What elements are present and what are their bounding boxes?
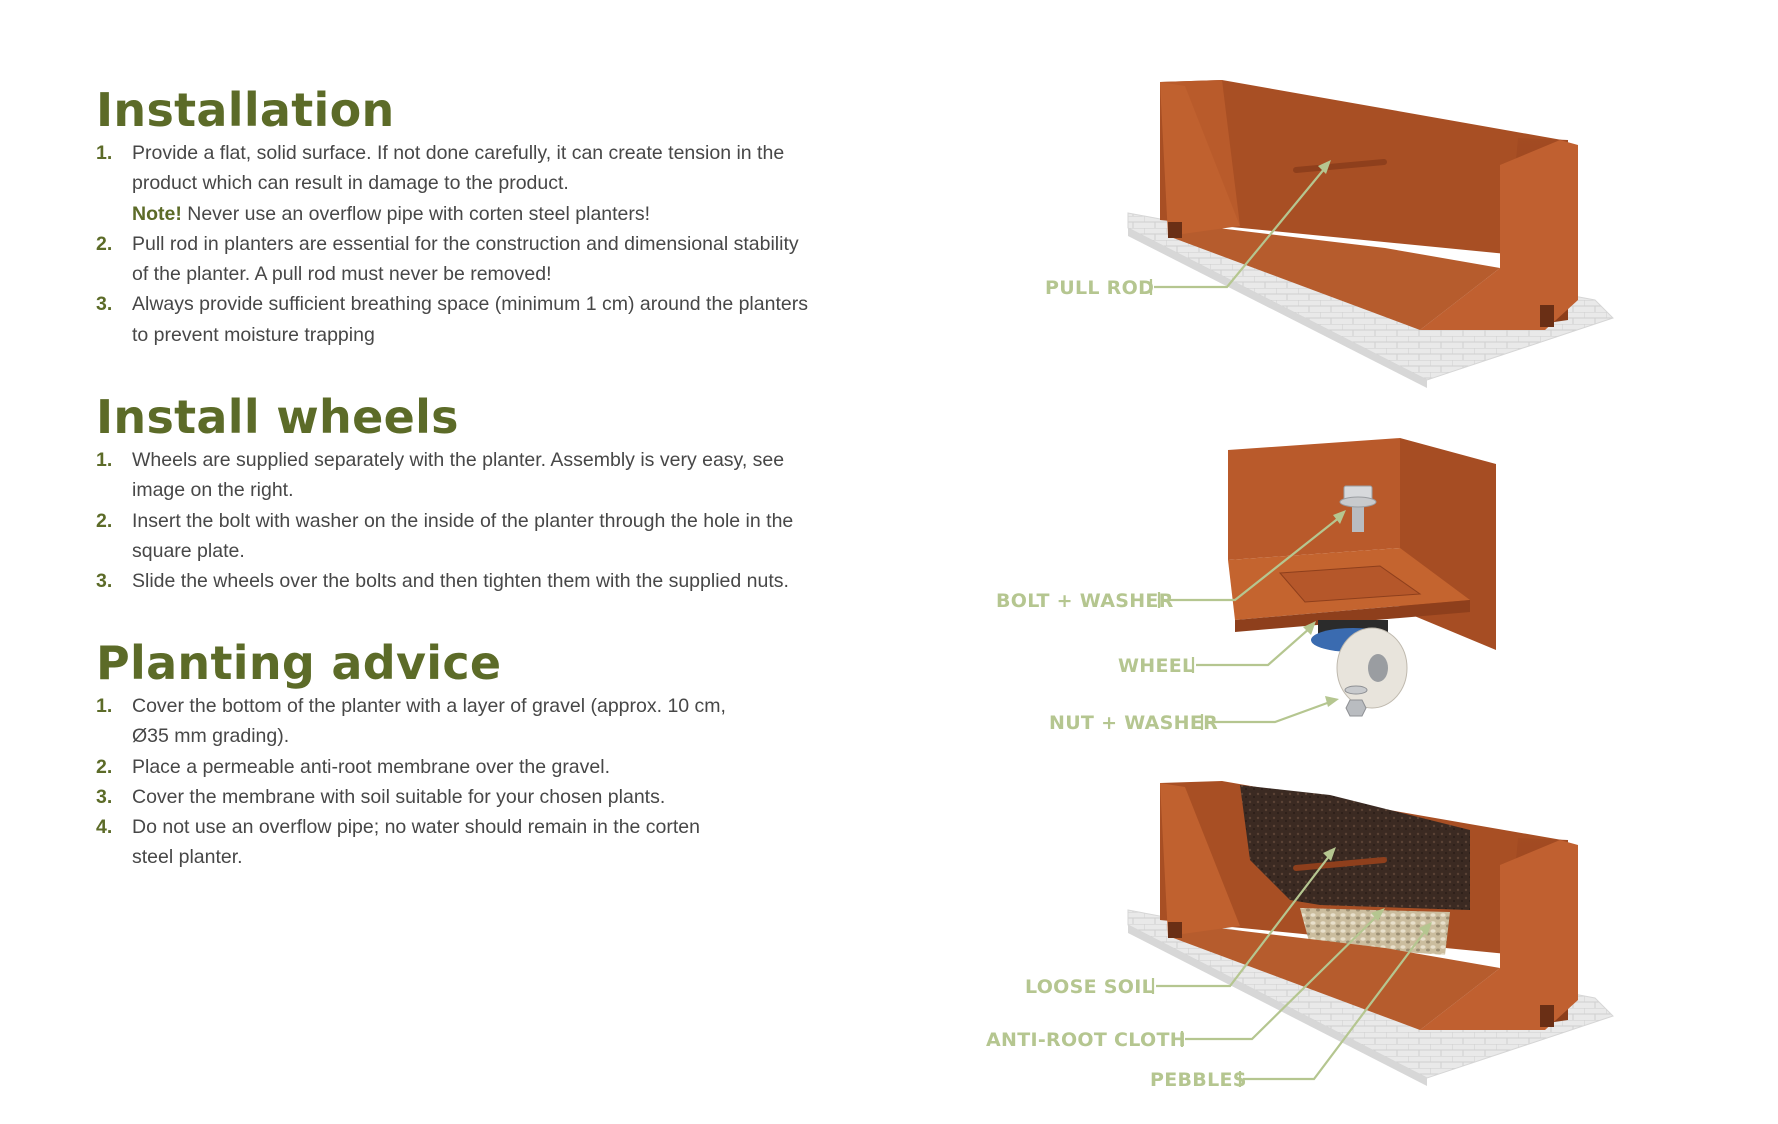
list-item: 4. Do not use an overflow pipe; no water should remain in the corten steel planter. (96, 816, 700, 869)
planter-foot (1168, 922, 1182, 938)
installation-heading: Installation (96, 83, 395, 137)
planter-pull-rod-illustration (1045, 80, 1613, 388)
note-text: Never use an overflow pipe with corten steel planters! (181, 202, 651, 225)
wheel-assembly-illustration (996, 438, 1496, 734)
installation-section (96, 82, 808, 350)
list-item: 3. Always provide sufficient breathing space (minimum 1 cm) around the planters to prevent moisture trapping (96, 293, 808, 346)
install-wheels-section (96, 389, 793, 596)
list-item: 1. Provide a flat, solid surface. If not done carefully, it can create tension in the product which can result in damage to the product. Note! Never use an overflow pipe with corten steel planters! (96, 142, 785, 225)
list-item: 2. Place a permeable anti-root membrane over the gravel. (96, 755, 610, 778)
planter-foot (1540, 1005, 1554, 1027)
label-wheel: WHEEL (1118, 655, 1195, 677)
assembly-diagrams (960, 60, 1640, 1090)
nut-washer (1345, 686, 1367, 694)
planting-advice-list (96, 691, 726, 873)
planting-advice-section (96, 635, 726, 873)
nut-washer-leader (1205, 702, 1330, 722)
planter-foot (1168, 222, 1182, 238)
list-item: 1. Cover the bottom of the planter with a layer of gravel (approx. 10 cm, Ø35 mm grading). (96, 695, 726, 748)
wheel-hub (1368, 654, 1388, 682)
note-label: Note! (132, 202, 182, 225)
install-wheels-heading: Install wheels (96, 390, 459, 444)
list-item: 2. Pull rod in planters are essential for the construction and dimensional stability of the planter. A pull rod must never be removed! (96, 232, 799, 286)
list-item: 2. Insert the bolt with washer on the inside of the planter through the hole in the square plate. (96, 509, 794, 562)
corner-side-wall (1400, 438, 1496, 650)
nut-washer-arrowhead (1325, 696, 1339, 707)
bolt-washer (1340, 497, 1376, 507)
wheel-leader (1196, 628, 1310, 665)
label-nut-washer: NUT + WASHER (1049, 712, 1219, 734)
nut (1346, 700, 1366, 716)
label-anti-root-cloth: ANTI-ROOT CLOTH (986, 1029, 1186, 1051)
label-pebbles: PEBBLES (1150, 1069, 1247, 1090)
list-item: 3. Slide the wheels over the bolts and then tighten them with the supplied nuts. (96, 570, 789, 593)
planting-advice-heading: Planting advice (96, 636, 502, 690)
corner-back-wall (1228, 438, 1400, 560)
planter-planting-illustration (986, 781, 1613, 1090)
list-item: 3. Cover the membrane with soil suitable for your chosen plants. (96, 785, 666, 808)
label-loose-soil: LOOSE SOIL (1025, 976, 1155, 998)
planter-foot (1540, 305, 1554, 327)
label-bolt-washer: BOLT + WASHER (996, 590, 1174, 612)
label-pull-rod: PULL ROD (1045, 277, 1155, 299)
installation-list (96, 138, 808, 350)
list-item: 1. Wheels are supplied separately with the planter. Assembly is very easy, see image on the right. (96, 449, 785, 502)
install-wheels-list (96, 445, 793, 596)
